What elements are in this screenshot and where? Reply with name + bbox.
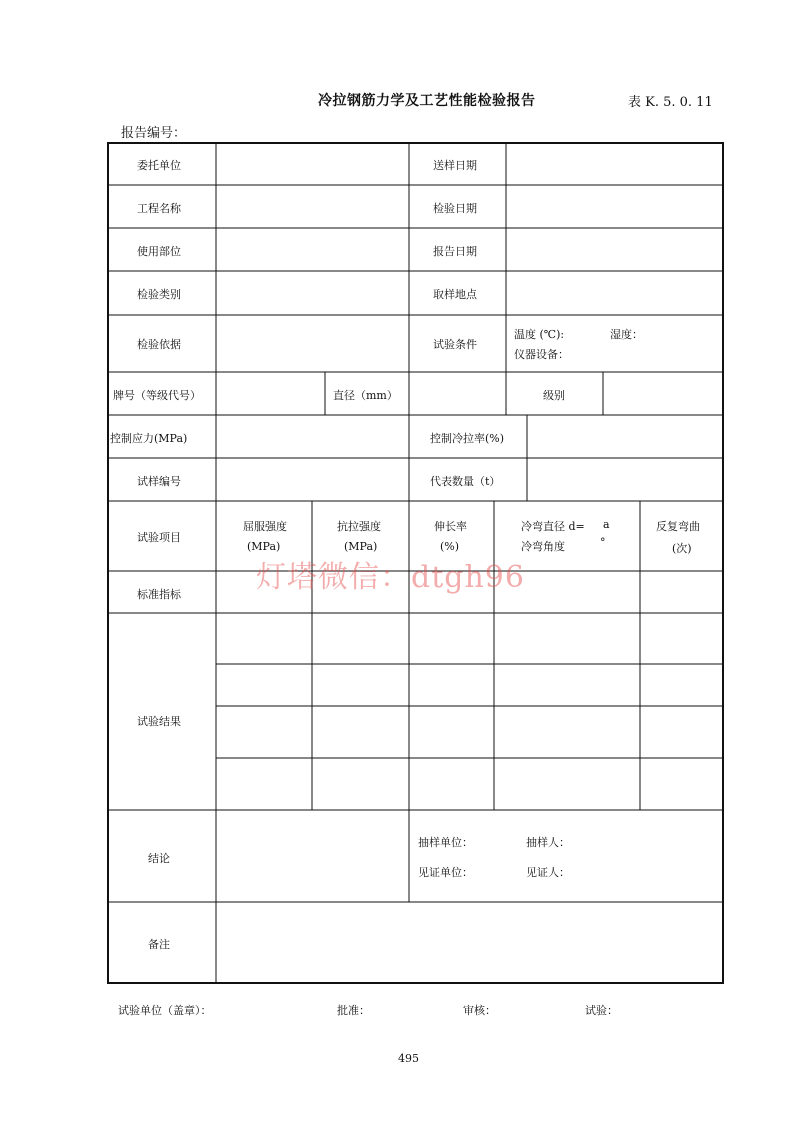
- conclusion-label: 结论: [148, 852, 170, 865]
- watermark-text: 灯塔微信：dtgh96: [256, 560, 525, 595]
- rebend-unit: (次): [672, 542, 692, 555]
- yield-strength-unit: (MPa): [247, 540, 281, 553]
- sampler-label: 抽样人：: [526, 836, 570, 849]
- bend-diameter-label: 冷弯直径 d=: [521, 520, 585, 533]
- footer-review: 审核：: [463, 1004, 496, 1017]
- sampling-place-label: 取样地点: [433, 288, 477, 301]
- temperature-label: 温度 (℃):: [514, 328, 565, 341]
- elongation-unit: (%): [440, 540, 460, 553]
- tensile-strength-label: 抗拉强度: [337, 520, 381, 533]
- page-number: 495: [398, 1052, 419, 1065]
- bend-diameter-unit: a: [603, 518, 610, 531]
- diameter-label: 直径（mm）: [333, 389, 398, 402]
- control-cold-draw-label: 控制冷拉率(%): [430, 432, 505, 445]
- sampling-unit-label: 抽样单位：: [418, 836, 473, 849]
- elongation-label: 伸长率: [434, 520, 467, 533]
- test-date-label: 检验日期: [433, 202, 477, 215]
- bend-angle-unit: °: [600, 536, 606, 549]
- test-conditions-label: 试验条件: [433, 338, 477, 351]
- standard-index-label: 标准指标: [137, 588, 181, 601]
- sample-send-date-label: 送样日期: [433, 159, 477, 172]
- table-number: 表 K. 5. 0. 11: [628, 95, 713, 110]
- footer-test-unit: 试验单位（盖章）：: [118, 1004, 212, 1017]
- test-items-label: 试验项目: [137, 531, 181, 544]
- remarks-label: 备注: [148, 938, 170, 951]
- report-number-label: 报告编号：: [121, 126, 187, 141]
- report-title: 冷拉钢筋力学及工艺性能检验报告: [318, 93, 536, 109]
- control-stress-label: 控制应力(MPa): [110, 432, 188, 445]
- usage-part-label: 使用部位: [137, 245, 181, 258]
- representative-qty-label: 代表数量（t）: [430, 475, 501, 488]
- witness-label: 见证人：: [526, 866, 570, 879]
- sample-no-label: 试样编号: [137, 475, 181, 488]
- class-label: 级别: [543, 389, 565, 402]
- instrument-label: 仪器设备：: [514, 348, 569, 361]
- rebend-label: 反复弯曲: [656, 520, 700, 533]
- project-name-label: 工程名称: [137, 202, 181, 215]
- yield-strength-label: 屈服强度: [243, 520, 287, 533]
- humidity-label: 湿度：: [610, 328, 643, 341]
- footer-test: 试验：: [585, 1004, 618, 1017]
- footer-approve: 批准：: [337, 1004, 370, 1017]
- test-type-label: 检验类别: [137, 288, 181, 301]
- test-basis-label: 检验依据: [137, 338, 181, 351]
- tensile-strength-unit: (MPa): [344, 540, 378, 553]
- client-unit-label: 委托单位: [137, 159, 181, 172]
- bend-angle-label: 冷弯角度: [521, 540, 565, 553]
- witness-unit-label: 见证单位：: [418, 866, 473, 879]
- grade-label: 牌号（等级代号）: [113, 389, 201, 402]
- test-result-label: 试验结果: [137, 715, 181, 728]
- report-date-label: 报告日期: [433, 245, 477, 258]
